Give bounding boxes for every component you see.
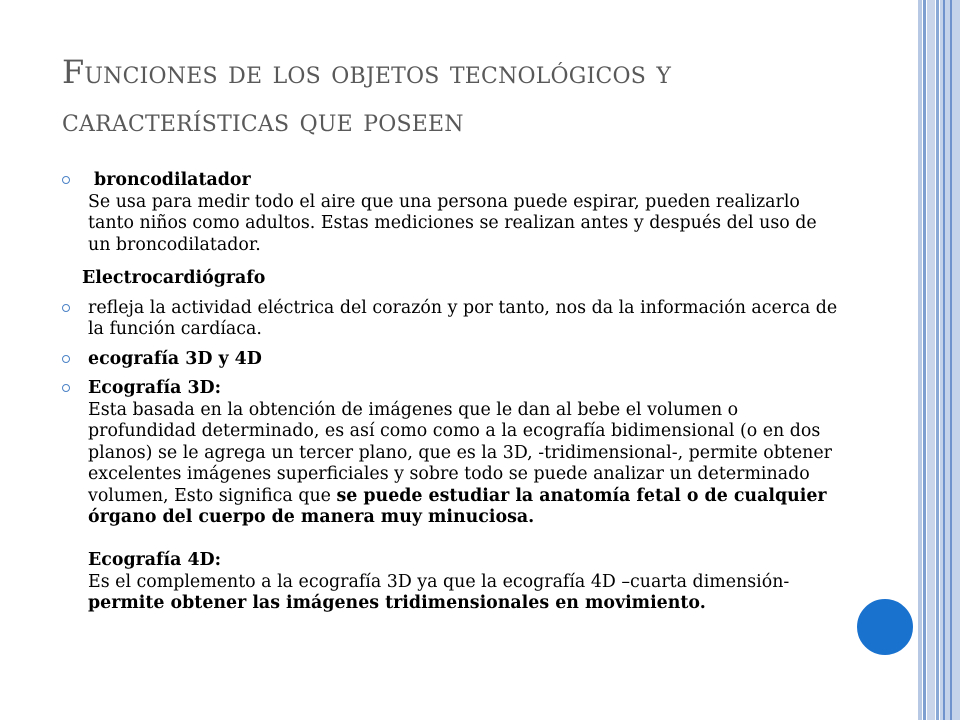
decorative-stripe	[950, 0, 952, 720]
item-text: Se usa para medir todo el aire que una persona puede espirar, pueden realizarlo tanto niños como adultos. Estas mediciones se realizan antes y después del uso de un broncodilatador.	[88, 191, 817, 255]
slide-body	[62, 170, 842, 615]
decorative-stripe	[918, 0, 922, 720]
bullet-icon	[62, 355, 70, 363]
decorative-circle	[855, 597, 915, 657]
bullet-icon	[62, 304, 70, 312]
item-text-bold: se puede estudiar la anatomía fetal o de cualquier órgano del cuerpo de manera muy minuciosa.	[88, 485, 827, 527]
decorative-stripe	[943, 0, 945, 720]
item-text-bold: permite obtener las imágenes tridimensionales en movimiento.	[88, 593, 706, 613]
slide-title	[62, 48, 862, 144]
item-heading-4d: Ecografía 4D:	[88, 550, 222, 570]
list-item-electrocardiografo	[62, 298, 842, 341]
slide-title-line-1: Funciones de los objetos tecnológicos y	[62, 53, 672, 91]
item-heading: broncodilatador	[88, 170, 251, 190]
list-item-ecografia-3d	[62, 378, 842, 615]
item-heading: ecografía 3D y 4D	[88, 348, 262, 369]
decorative-stripe	[936, 0, 939, 720]
decorative-stripe	[927, 0, 935, 720]
item-text-regular: Esta basada en la obtención de imágenes que le dan al bebe el volumen o profundidad determinado, es así como como a la ecografía bidimensional (o en dos planos) se le agrega un tercer plano, que es la 3D, -tridimensional-, permite obtener excelentes imágenes superficiales y sobre todo se puede analizar un determinado volumen, Esto significa que	[88, 399, 832, 506]
slide-title-line-2: características que poseen	[62, 101, 464, 139]
item-text-regular: Es el complemento a la ecografía 3D ya que la ecografía 4D –cuarta dimensión-	[88, 571, 790, 592]
bullet-icon	[62, 384, 70, 392]
item-text	[88, 400, 842, 529]
item-text-4d	[88, 572, 842, 615]
electrocardiografo-heading: Electrocardiógrafo	[82, 268, 266, 288]
list-item-broncodilatador	[62, 170, 842, 256]
decorative-stripe	[923, 0, 926, 720]
bullet-icon	[62, 176, 70, 184]
item-heading: Ecografía 3D:	[88, 378, 222, 398]
item-text: refleja la actividad eléctrica del corazón y por tanto, nos da la información acerca de la función cardíaca.	[88, 297, 838, 339]
list-item-ecografia-3d-4d	[62, 349, 842, 371]
